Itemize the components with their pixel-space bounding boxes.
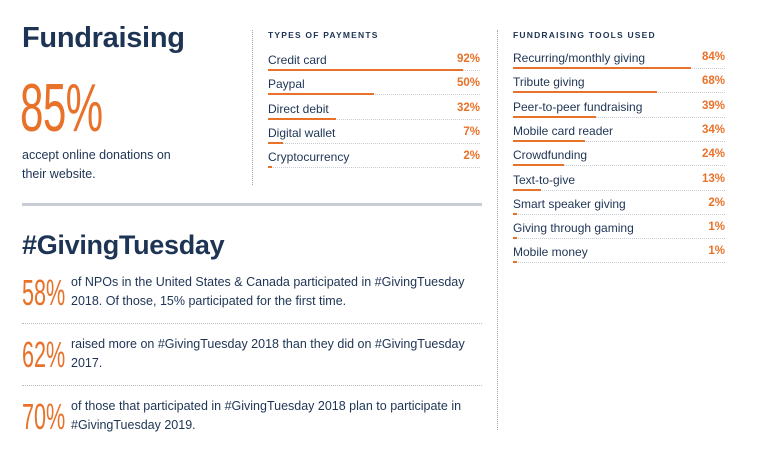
tool-label: Giving through gaming <box>513 221 634 236</box>
payment-row <box>268 101 480 123</box>
payment-percent: 92% <box>456 53 480 65</box>
stat-text: of NPOs in the United States & Canada participated in #GivingTuesday 2018. Of those, 15% participated for the first time. <box>71 275 465 308</box>
payment-percent: 32% <box>456 101 480 114</box>
column-divider <box>252 30 253 185</box>
payment-bar-fill <box>268 69 463 71</box>
tool-row <box>513 172 725 194</box>
payment-label: Credit card <box>268 53 327 67</box>
payment-label: Cryptocurrency <box>268 150 350 165</box>
payment-percent: 50% <box>456 77 480 90</box>
stat-number: 70% <box>22 396 66 437</box>
tools-section-title: FUNDRAISING TOOLS USED <box>513 30 656 40</box>
stat-text: raised more on #GivingTuesday 2018 than they did on #GivingTuesday 2017. <box>71 337 465 370</box>
fundraising-title: Fundraising <box>22 22 185 54</box>
tool-row <box>513 196 725 218</box>
section-separator <box>22 203 482 206</box>
payment-percent: 2% <box>463 150 480 163</box>
payment-bar-fill <box>268 118 336 120</box>
stat-divider <box>22 323 482 324</box>
online-donations-stat: 85% <box>20 70 103 146</box>
tool-bar-fill <box>513 261 517 263</box>
tool-label: Peer-to-peer fundraising <box>513 99 643 114</box>
payment-bar-track <box>268 167 480 168</box>
tool-row <box>513 220 725 242</box>
tool-percent: 68% <box>701 75 725 88</box>
tool-bar-fill <box>513 140 585 142</box>
tool-label: Mobile money <box>513 245 588 260</box>
giving-tuesday-title: #GivingTuesday <box>22 230 225 260</box>
payment-label: Digital wallet <box>268 125 336 140</box>
payment-percent: 7% <box>463 125 480 138</box>
tool-row <box>513 99 725 121</box>
tool-bar-fill <box>513 91 657 93</box>
tool-bar-fill <box>513 213 517 215</box>
online-donations-description: accept online donations on their website. <box>22 148 171 181</box>
payment-bar-fill <box>268 142 283 144</box>
tool-row <box>513 147 725 169</box>
tool-row <box>513 50 725 72</box>
tool-label: Tribute giving <box>513 75 585 90</box>
tool-row <box>513 123 725 145</box>
giving-tuesday-stat <box>22 397 482 449</box>
tool-percent: 34% <box>701 123 725 136</box>
tool-bar-track <box>513 214 725 215</box>
payment-bar-fill <box>268 93 374 95</box>
tool-bar-fill <box>513 164 564 166</box>
payment-bar-track <box>268 143 480 144</box>
tool-bar-fill <box>513 116 596 118</box>
tool-row <box>513 244 725 266</box>
tool-label: Smart speaker giving <box>513 196 626 211</box>
column-divider <box>497 30 498 430</box>
payment-row <box>268 149 480 171</box>
tool-bar-track <box>513 262 725 263</box>
payment-label: Direct debit <box>268 101 329 116</box>
tool-bar-fill <box>513 189 541 191</box>
payment-row <box>268 76 480 98</box>
stat-divider <box>22 385 482 386</box>
payment-bar-fill <box>268 166 272 168</box>
tool-label: Crowdfunding <box>513 148 588 163</box>
tool-percent: 1% <box>708 245 725 258</box>
payments-section-title: TYPES OF PAYMENTS <box>268 30 379 40</box>
tool-row <box>513 74 725 96</box>
tool-label: Recurring/monthly giving <box>513 51 646 65</box>
stat-number: 62% <box>22 334 66 375</box>
stat-text: of those that participated in #GivingTuesday 2018 plan to participate in #GivingTuesday 2019. <box>71 399 462 432</box>
tool-bar-fill <box>513 237 517 239</box>
tool-percent: 84% <box>701 51 725 63</box>
tool-bar-track <box>513 190 725 191</box>
tool-bar-fill <box>513 67 691 69</box>
tool-percent: 13% <box>701 172 725 185</box>
tool-percent: 2% <box>708 196 725 209</box>
tool-label: Mobile card reader <box>513 123 614 138</box>
tool-label: Text-to-give <box>513 172 576 187</box>
tool-percent: 24% <box>701 148 725 161</box>
giving-tuesday-stat <box>22 273 482 325</box>
giving-tuesday-stat <box>22 335 482 387</box>
tool-bar-track <box>513 238 725 239</box>
tool-percent: 1% <box>708 221 725 234</box>
payment-label: Paypal <box>268 77 305 92</box>
payment-row <box>268 125 480 147</box>
stat-number: 58% <box>22 272 66 313</box>
payment-row <box>268 52 480 74</box>
tool-percent: 39% <box>701 99 725 112</box>
